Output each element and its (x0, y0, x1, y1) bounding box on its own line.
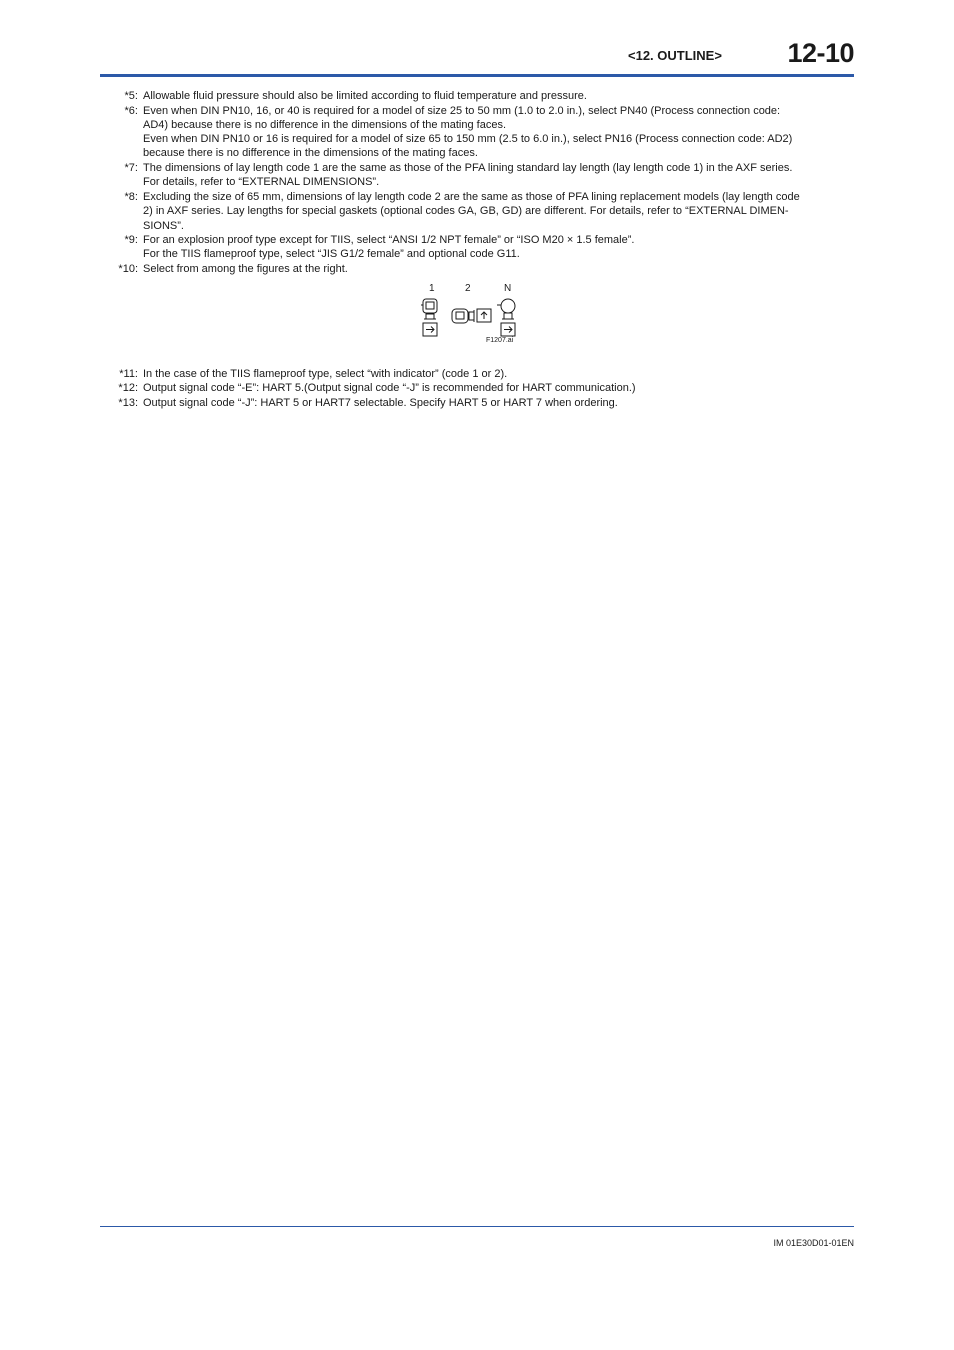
footnote-text (138, 367, 843, 381)
footnote (100, 190, 854, 233)
footnote (100, 104, 854, 161)
footnote-line: Even when DIN PN10 or 16 is required for a model of size 65 to 150 mm (2.5 to 6.0 in.), select PN16 (Process connection code: AD2) (143, 133, 793, 146)
figure-label-n: N (504, 282, 512, 294)
figN-housing (501, 299, 515, 313)
footnote (100, 381, 854, 395)
footnote-line: 2) in AXF series. Lay lengths for special gaskets (optional codes GA, GB, GD) are different. For details, refer to “EXTERNAL DIMEN- (143, 205, 789, 218)
footnote-line: Even when DIN PN10, 16, or 40 is required for a model of size 25 to 50 mm (1.0 to 2.0 in.), select PN40 (Process connection code: (143, 104, 781, 117)
footnote-text (138, 396, 843, 410)
footer-rule (100, 1226, 854, 1227)
footnote-mark: *9: (124, 234, 138, 247)
footnote-mark: *10: (118, 263, 138, 276)
footnote-mark: *11: (119, 367, 138, 380)
header-rule (100, 74, 854, 77)
footnote-line: For the TIIS flameproof type, select “JIS G1/2 female” and optional code G11. (143, 248, 520, 261)
footnote-line: Allowable fluid pressure should also be limited according to fluid temperature and pressure. (143, 90, 587, 102)
footnote (100, 262, 854, 276)
footnote-line: Output signal code “-J”: HART 5 or HART7 selectable. Specify HART 5 or HART 7 when ordering. (143, 396, 618, 409)
footnote-line: For details, refer to “EXTERNAL DIMENSIONS”. (143, 176, 380, 189)
footnote-text (138, 262, 843, 276)
fig2-housing (452, 309, 468, 323)
figN-neck (504, 313, 512, 319)
footnote-line: because there is no difference in the dimensions of the mating faces. (143, 147, 478, 160)
footnote-text (138, 161, 843, 190)
footnote-line: AD4) because there is no difference in the dimensions of the mating faces. (143, 118, 507, 131)
fig1-neck (426, 314, 434, 319)
footnote-mark: *8: (124, 190, 138, 203)
fig1-indicator (426, 302, 434, 309)
footnote-text (138, 381, 843, 395)
figure-label-1: 1 (429, 282, 435, 294)
page-number: 12-10 (787, 38, 854, 68)
footnote-line: Excluding the size of 65 mm, dimensions of lay length code 2 are the same as those of PFA lining replacement models (lay length code (143, 190, 800, 203)
footnote-mark: *6: (124, 104, 138, 117)
footnote-line: In the case of the TIIS flameproof type, select “with indicator” (code 1 or 2). (143, 367, 508, 380)
footnote-line: For an explosion proof type except for TIIS, select “ANSI 1/2 NPT female” or “ISO M20 × 1.5 female”. (143, 234, 635, 247)
fig2-indicator (456, 312, 464, 319)
footnote-mark: *5: (124, 90, 138, 102)
footnote-line: SIONS”. (143, 219, 184, 232)
footnote (100, 367, 854, 381)
footnote (100, 396, 854, 410)
footnote (100, 89, 854, 103)
notes-list (100, 89, 854, 410)
footnote (100, 161, 854, 190)
orientation-diagram (100, 277, 854, 367)
figure-id: F1207.ai (486, 336, 514, 344)
orientation-figure (100, 277, 854, 367)
document-code: IM 01E30D01-01EN (773, 1238, 854, 1248)
footnote-text (138, 233, 843, 262)
footnote-mark: *7: (124, 162, 138, 175)
figure-label-2: 2 (465, 282, 471, 294)
footnote-line: Output signal code “-E”: HART 5.(Output signal code “-J” is recommended for HART communication.) (143, 382, 636, 395)
fig2-neck (469, 312, 474, 320)
footnote-text (138, 89, 843, 103)
footnote-line: The dimensions of lay length code 1 are the same as those of the PFA lining standard lay length (lay length code 1) in the AXF series. (143, 162, 793, 175)
section-title: <12. OUTLINE> (628, 48, 722, 63)
footnote-mark: *13: (118, 396, 138, 409)
fig1-housing (423, 299, 437, 313)
footnote-text (138, 104, 843, 161)
footnote-mark: *12: (118, 382, 138, 395)
footnote (100, 233, 854, 262)
footnote-text (138, 190, 843, 233)
footnote-line: Select from among the figures at the right. (143, 263, 348, 276)
